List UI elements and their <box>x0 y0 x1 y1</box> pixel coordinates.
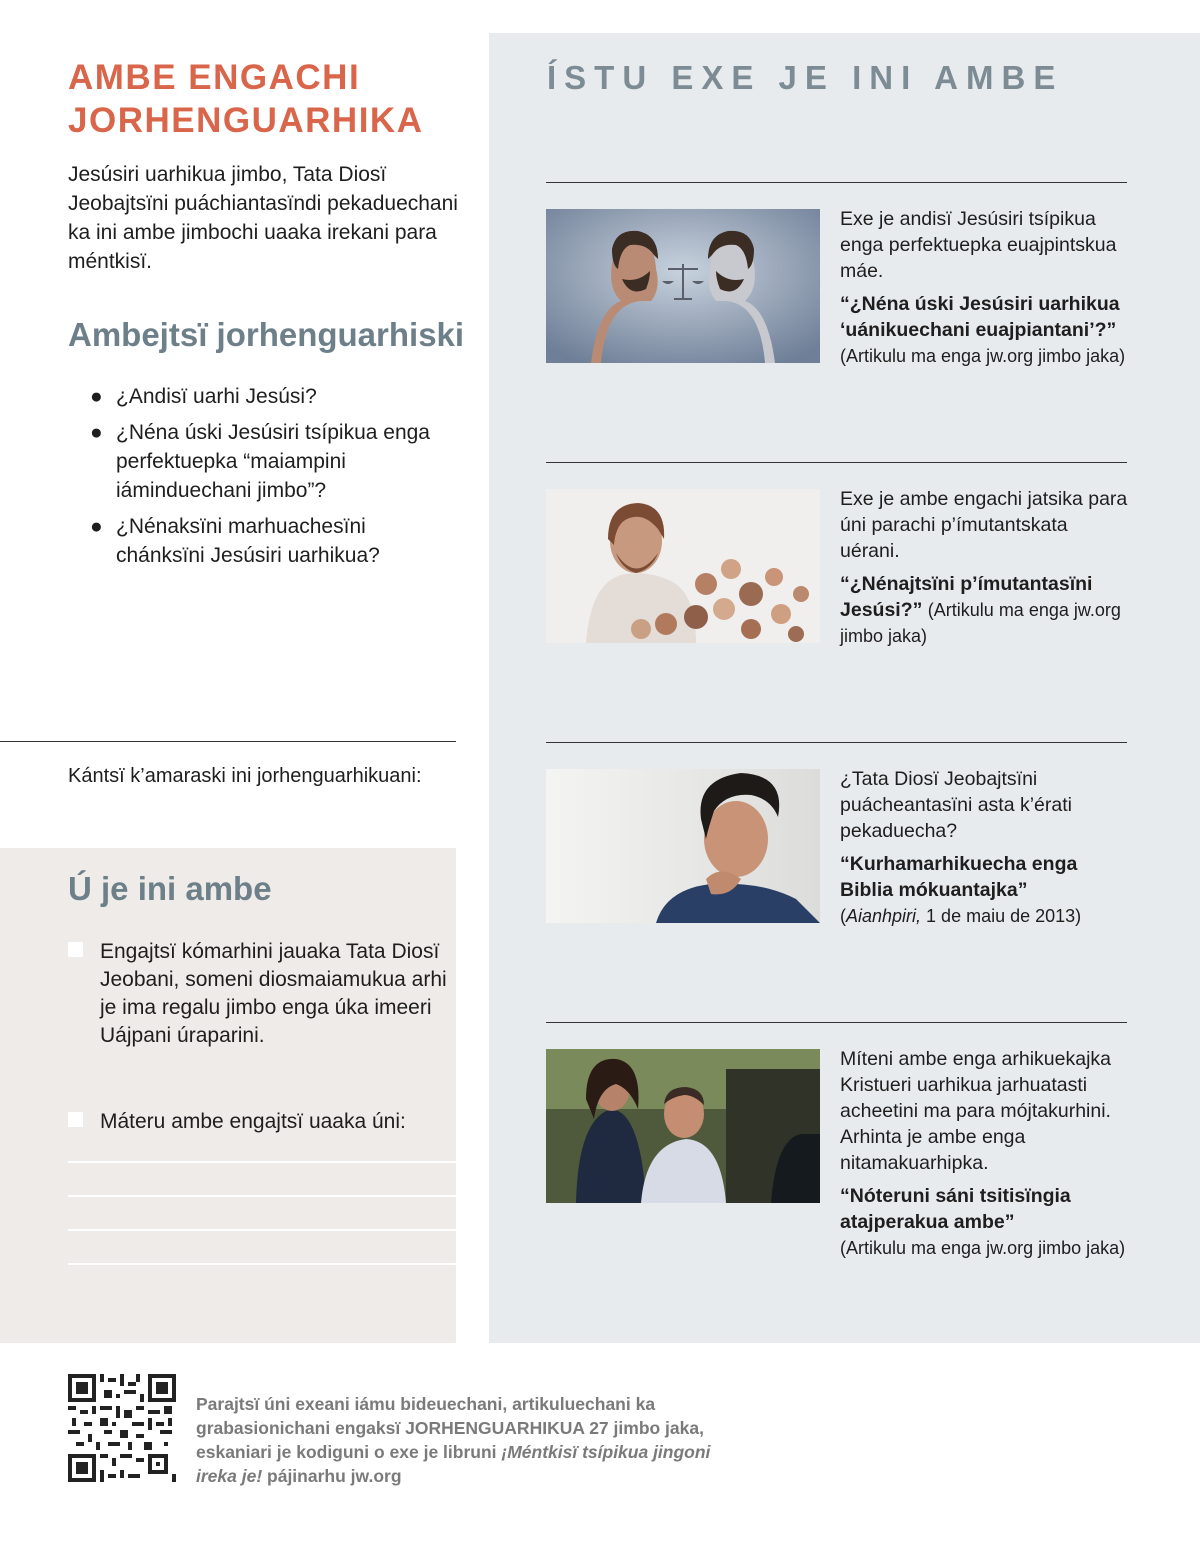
goal-heading: Ú je ini ambe <box>68 870 272 907</box>
list-item: ● ¿Néna úski Jesúsiri tsípikua enga perfektuepka “maiampini iáminduechani jimbo”? <box>90 418 460 505</box>
writing-line[interactable] <box>68 1229 456 1231</box>
checkbox[interactable] <box>68 1112 83 1127</box>
list-item: ● ¿Nénaksïni marhuachesïni chánksïni Jesúsiri uarhikua? <box>90 512 460 570</box>
card-title[interactable]: “¿Néna úski Jesúsiri uarhikua ‘uánikuechani euajpiantani’?” <box>840 293 1120 341</box>
related-heading: ÍSTU EXE JE INI AMBE <box>547 59 1064 96</box>
card-title[interactable]: “Kurhamarhikuecha enga Biblia mókuantajka” <box>840 853 1078 901</box>
card-title[interactable]: “¿Nénajtsïni p’ímutantasïni Jesúsi?” (Artikulu ma enga jw.org jimbo jaka) <box>840 573 1121 646</box>
card-text <box>840 766 1130 929</box>
goal-item: Máteru ambe engajtsï uaaka úni: <box>68 1108 448 1136</box>
bullet-icon: ● <box>90 421 103 444</box>
writing-line[interactable] <box>68 1263 456 1265</box>
card-text <box>840 206 1130 369</box>
card-title[interactable]: “Nóteruni sáni tsitisïngia atajperakua ambe” <box>840 1185 1071 1233</box>
goal-item: Engajtsï kómarhini jauaka Tata Diosï Jeobani, someni diosmaiamukua arhi je ima regalu jimbo enga úka imeeri Uájpani úraparini. <box>68 938 448 1050</box>
divider <box>0 741 456 742</box>
page-title: AMBE ENGACHI JORHENGUARHIKA <box>68 58 424 140</box>
card-description: ¿Tata Diosï Jeobajtsïni puácheantasïni asta k’érati pekaduecha? <box>840 768 1072 842</box>
qr-code-icon[interactable] <box>68 1374 176 1482</box>
card-source: (Aianhpiri, 1 de maiu de 2013) <box>840 906 1082 926</box>
card-text <box>840 1046 1130 1261</box>
card-image-group-talking[interactable] <box>546 1049 820 1203</box>
card-image-man-praying[interactable] <box>546 769 820 923</box>
questions-heading: Ambejtsï jorhenguarhiski <box>68 316 465 353</box>
divider <box>546 182 1127 183</box>
card-image-jesus-people[interactable] <box>546 489 820 643</box>
card-source: (Artikulu ma enga jw.org jimbo jaka) <box>840 1238 1126 1258</box>
notes-label: Kántsï k’amaraski ini jorhenguarhikuani: <box>68 765 422 787</box>
goal-panel <box>0 848 456 1343</box>
card-text <box>840 486 1130 649</box>
divider <box>546 462 1127 463</box>
divider <box>546 1022 1127 1023</box>
footer-text: Parajtsï úni exeani iámu bideuechani, artikuluechani ka grabasionichani engaksï JORHENGUARHIKUA 27 jimbo jaka, eskaniari je kodiguni o exe je libruni ¡Méntkisï tsípikua jingoni ireka je! pájinarhu jw.org <box>196 1394 711 1486</box>
checkbox[interactable] <box>68 942 83 957</box>
card-description: Exe je ambe engachi jatsika para úni parachi p’ímutantskata uérani. <box>840 488 1128 562</box>
writing-line[interactable] <box>68 1161 456 1163</box>
card-description: Exe je andisï Jesúsiri tsípikua enga perfektuepka euajpintskua máe. <box>840 208 1117 282</box>
question-list <box>90 382 460 577</box>
bullet-icon: ● <box>90 385 103 408</box>
list-item: ● ¿Andisï uarhi Jesúsi? <box>90 382 460 411</box>
card-source: (Artikulu ma enga jw.org jimbo jaka) <box>840 346 1126 366</box>
writing-line[interactable] <box>68 1195 456 1197</box>
card-source: (Artikulu ma enga jw.org jimbo jaka) <box>840 600 1121 646</box>
bullet-icon: ● <box>90 515 103 538</box>
intro-paragraph: Jesúsiri uarhikua jimbo, Tata Diosï Jeobajtsïni puáchiantasïndi pekaduechani ka ini ambe jimbochi uaaka irekani para méntkisï. <box>68 163 458 273</box>
card-description: Míteni ambe enga arhikuekajka Kristueri uarhikua jarhuatasti acheetini ma para mójtakurhini. Arhinta je ambe enga nitamakuarhipka. <box>840 1048 1111 1174</box>
divider <box>546 742 1127 743</box>
card-image-jesus-scales[interactable] <box>546 209 820 363</box>
